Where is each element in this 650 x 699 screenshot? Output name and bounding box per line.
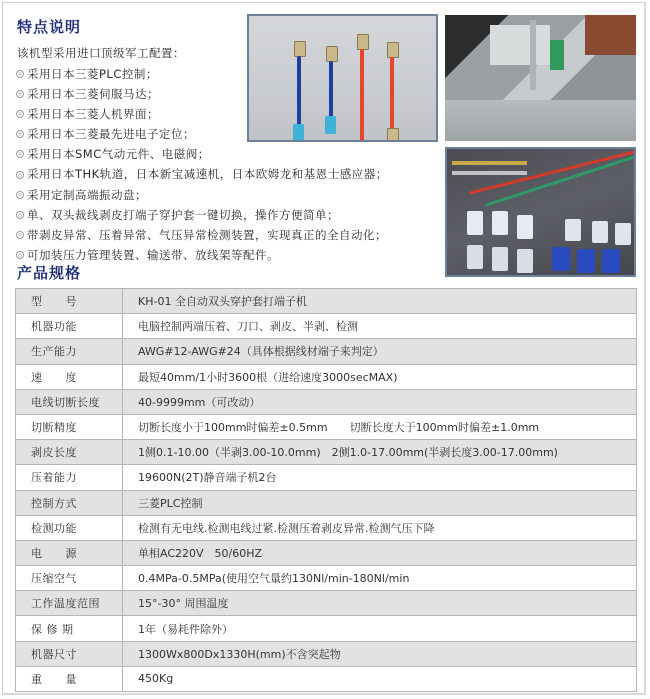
circle-bullet-icon [16, 251, 24, 259]
table-row [16, 540, 637, 565]
circle-bullet-icon [16, 130, 24, 138]
spec-label: 生产能力 [16, 339, 123, 364]
spec-label: 压缩空气 [16, 566, 123, 591]
table-row [16, 566, 637, 591]
spec-value: 450Kg [123, 666, 637, 691]
table-row [16, 289, 637, 314]
feature-item: 可加装压力管理装置、输送带、放线架等配件。 [16, 245, 388, 265]
circle-bullet-icon [16, 110, 24, 118]
spec-label: 压着能力 [16, 465, 123, 490]
spec-value: 0.4MPa-0.5MPa(使用空气量约130Nl/min-180Nl/min [123, 566, 637, 591]
spec-value: 检测有无电线.检测电线过紧.检测压着剥皮异常.检测气压下降 [123, 515, 637, 540]
spec-value: AWG#12-AWG#24（具体根据线材端子来判定） [123, 339, 637, 364]
terminals-and-sleeves-photo [445, 147, 636, 277]
spec-label: 保 修 期 [16, 616, 123, 641]
spec-label: 机器尺寸 [16, 641, 123, 666]
spec-label: 工作温度范围 [16, 591, 123, 616]
crimped-wire-samples-photo [247, 14, 438, 142]
circle-bullet-icon [16, 191, 24, 199]
feature-item: 单、双头裁线剥皮打端子穿护套一键切换，操作方便简单； [16, 205, 388, 225]
spec-value: 1侧0.1-10.00（半剥3.00-10.0mm) 2侧1.0-17.00mm(半剥长度3.00-17.00mm) [123, 440, 637, 465]
spec-label: 控制方式 [16, 490, 123, 515]
spec-value: 电脑控制两端压着、刀口、剥皮、半剥、检测 [123, 314, 637, 339]
circle-bullet-icon [16, 171, 24, 179]
table-row [16, 389, 637, 414]
circle-bullet-icon [16, 231, 24, 239]
table-row [16, 440, 637, 465]
crimping-machine-closeup-photo [445, 15, 636, 141]
table-row [16, 616, 637, 641]
spec-label: 检测功能 [16, 515, 123, 540]
circle-bullet-icon [16, 211, 24, 219]
spec-value: 15°-30° 周围温度 [123, 591, 637, 616]
table-row [16, 364, 637, 389]
spec-value: 19600N(2T)静音端子机2台 [123, 465, 637, 490]
spec-value: 最短40mm/1小时3600根（进给速度3000secMAX) [123, 364, 637, 389]
spec-label: 电线切断长度 [16, 389, 123, 414]
spec-value: 1年（易耗件除外） [123, 616, 637, 641]
spec-label: 型 号 [16, 289, 123, 314]
features-title: 特点说明 [17, 18, 82, 36]
circle-bullet-icon [16, 90, 24, 98]
feature-item: 采用日本三菱PLC控制； [16, 64, 388, 84]
features-intro: 该机型采用进口顶级军工配置： [17, 46, 185, 60]
spec-value: 切断长度小于100mm时偏差±0.5mm 切断长度大于100mm时偏差±1.0mm [123, 414, 637, 439]
spec-label: 电 源 [16, 540, 123, 565]
circle-bullet-icon [16, 150, 24, 158]
spec-label: 切断精度 [16, 414, 123, 439]
feature-item: 采用日本SMC气动元件、电磁阀； [16, 144, 388, 164]
table-row [16, 490, 637, 515]
table-row [16, 515, 637, 540]
table-row [16, 414, 637, 439]
feature-item: 带剥皮异常、压着异常、气压异常检测装置，实现真正的全自动化； [16, 225, 388, 245]
circle-bullet-icon [16, 70, 24, 78]
feature-item: 采用日本三菱人机界面； [16, 104, 388, 124]
spec-value: KH-01 全自动双头穿护套打端子机 [123, 289, 637, 314]
spec-table [15, 288, 637, 692]
table-row [16, 591, 637, 616]
spec-label: 速 度 [16, 364, 123, 389]
spec-value: 三菱PLC控制 [123, 490, 637, 515]
spec-label: 重 量 [16, 666, 123, 691]
spec-label: 机器功能 [16, 314, 123, 339]
spec-value: 1300Wx800Dx1330H(mm)不含突起物 [123, 641, 637, 666]
table-row [16, 666, 637, 691]
feature-item: 采用日本三菱最先进电子定位； [16, 124, 388, 144]
table-row [16, 465, 637, 490]
spec-value: 单相AC220V 50/60HZ [123, 540, 637, 565]
feature-item: 采用定制高端振动盘； [16, 185, 388, 205]
spec-label: 剥皮长度 [16, 440, 123, 465]
feature-item: 采用日本THK轨道，日本新宝减速机，日本欧姆龙和基恩士感应器； [16, 164, 388, 184]
specs-title: 产品规格 [17, 264, 82, 282]
table-row [16, 339, 637, 364]
table-row [16, 314, 637, 339]
feature-item: 采用日本三菱伺服马达； [16, 84, 388, 104]
spec-value: 40-9999mm（可改动） [123, 389, 637, 414]
table-row [16, 641, 637, 666]
